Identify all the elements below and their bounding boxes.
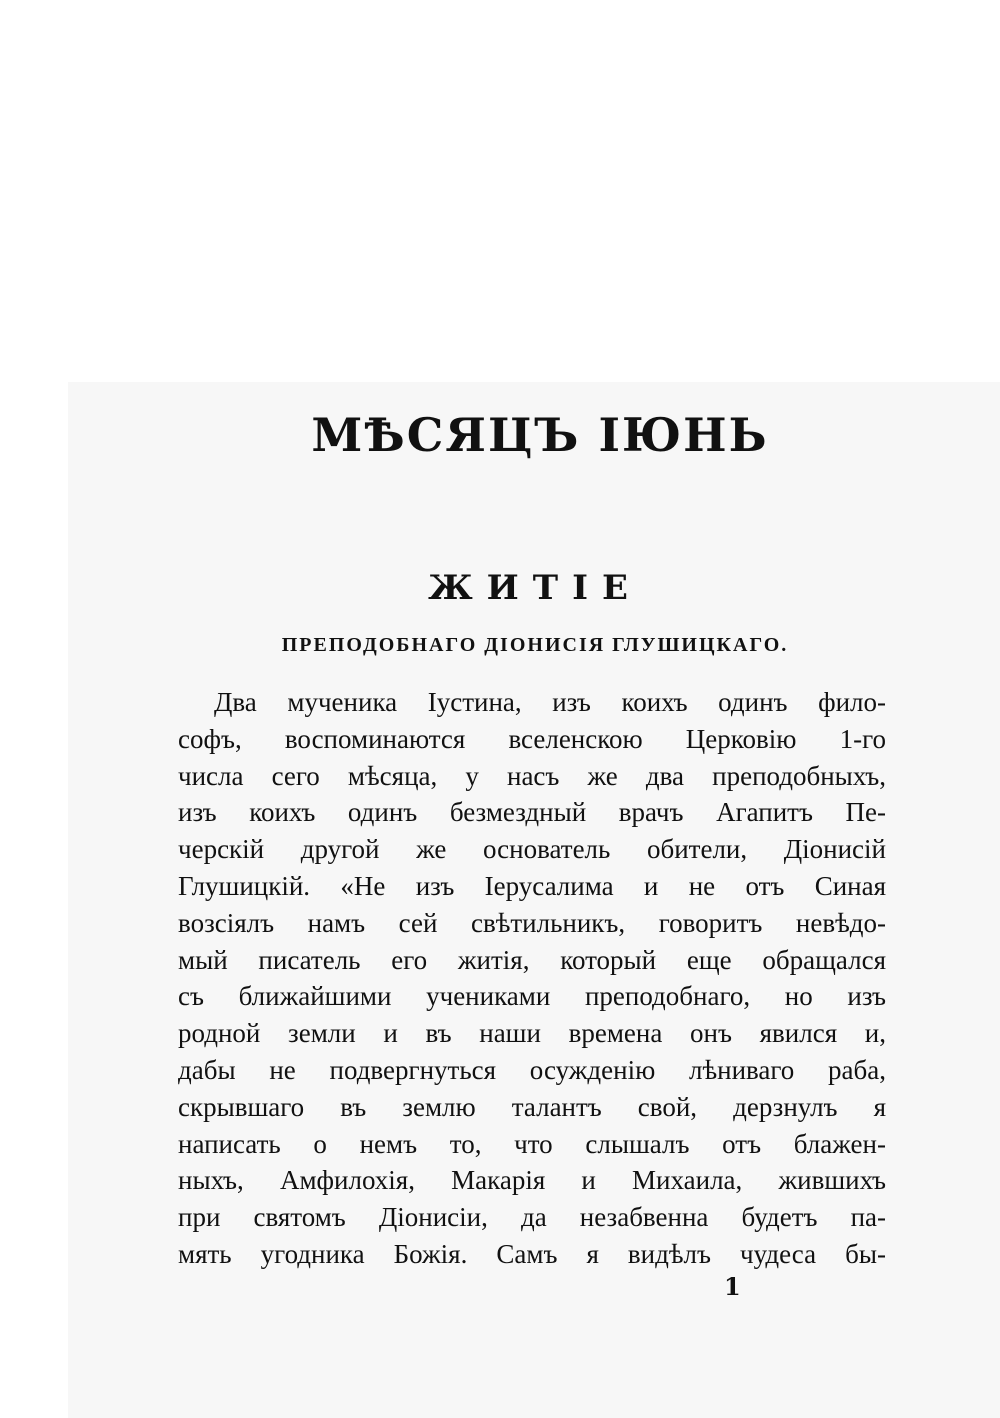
text-line: ныхъ, Амфилохія, Макарія и Михаила, жившихъ	[178, 1165, 886, 1196]
text-line: написать о немъ то, что слышалъ отъ блажен-	[178, 1128, 886, 1159]
text-line: софъ, воспоминаются вселенскою Церковію 1-го	[178, 723, 886, 754]
text-line: мять угодника Божія. Самъ я видѣлъ чудеса бы-	[178, 1238, 886, 1269]
text-line: дабы не подвергнуться осужденію лѣниваго раба,	[178, 1054, 886, 1085]
text-line: числа сего мѣсяца, у насъ же два преподобныхъ,	[178, 760, 886, 791]
text-line: Глушицкій. «Не изъ Іерусалима и не отъ Синая	[178, 870, 886, 901]
text-line: изъ коихъ одинъ безмездный врачъ Агапитъ Пе-	[178, 797, 886, 828]
text-line: при святомъ Діонисіи, да незабвенна будетъ па-	[178, 1202, 886, 1233]
text-line: скрывшаго въ землю талантъ свой, дерзнулъ я	[178, 1091, 886, 1122]
page-number: 1	[724, 1272, 741, 1301]
month-title: МѢСЯЦЪ ІЮНЬ	[311, 408, 769, 462]
text-line: Два мученика Іустина, изъ коихъ одинъ фило-	[214, 687, 886, 717]
text-line: черскій другой же основатель обители, Діонисій	[178, 834, 886, 865]
text-line: возсіялъ намъ сей свѣтильникъ, говоритъ невѣдо-	[178, 907, 886, 938]
text-line: мый писатель его житія, который еще обращался	[178, 944, 886, 975]
text-line: съ ближайшими учениками преподобнаго, но изъ	[178, 981, 886, 1012]
vita-heading: ЖИТІЕ	[428, 568, 642, 608]
text-line: родной земли и въ наши времена онъ явился и,	[178, 1018, 886, 1049]
body-paragraph	[178, 684, 886, 1273]
vita-subheading: ПРЕПОДОБНАГО ДІОНИСІЯ ГЛУШИЦКАГО.	[281, 634, 789, 656]
